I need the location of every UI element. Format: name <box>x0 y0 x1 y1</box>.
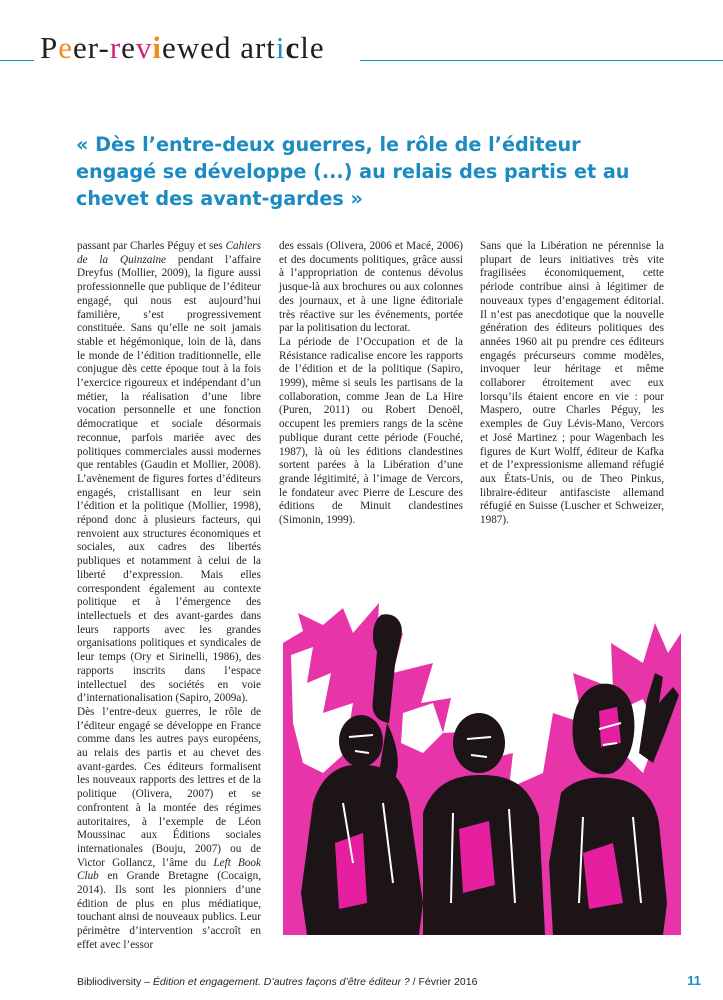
linocut-illustration <box>283 603 681 935</box>
heading-letter: e <box>162 30 177 65</box>
text-column-1 <box>77 240 261 953</box>
paragraph <box>77 706 261 953</box>
heading-letter: e <box>309 30 325 65</box>
page-number: 11 <box>687 973 701 988</box>
heading-letter: r <box>109 30 122 65</box>
text-column-3 <box>480 240 664 528</box>
heading-letter: er- <box>73 30 110 65</box>
heading-letter: i <box>275 30 286 65</box>
paragraph: La période de l’Occupation et de la Résistance radicalise encore les rapports de l’édition et de la politique (Sapiro, 1999), même si seuls les partisans de la collaboration, comme Jean de La Hire (Puren, 2011) ou Robert Denoël, occupent les premiers rangs de la scène publique durant cette période (Fouché, 1987), là où les éditions clandestines sortent parées à la Libération d’une grande légitimité, à l’image de Vercors, le fondateur avec Pierre de Lescure des éditions de Minuit clandestines (Simonin, 1999). <box>279 335 463 527</box>
heading-letter: e <box>58 30 74 65</box>
paragraph <box>77 240 261 706</box>
heading-letter: P <box>40 30 59 65</box>
emphasis-text: Cahiers de la Quinzaine <box>77 240 261 266</box>
text-run: Dès l’entre-deux guerres, le rôle de l’éditeur engagé se développe en France comme dans les autres pays européens, au relais des partis et au chevet des avant-gardes. Ces éditeurs formalisent les nouveaux rapports des lettres et de la politique (Olivera, 2007) et se confrontent à la montée des régimes autoritaires, à l’exemple de Léon Moussinac aux Éditions sociales internationales (Bouju, 2007) ou de Victor Gollancz, l’âme du <box>77 705 261 869</box>
journal-name: Bibliodiversity <box>77 976 142 988</box>
issue-title: Édition et engagement. D’autres façons d’être éditeur ? <box>152 976 410 988</box>
pull-quote: « Dès l’entre-deux guerres, le rôle de l’éditeur engagé se développe (...) au relais des partis et au chevet des avant-gardes » <box>76 133 630 210</box>
text-run: pendant l’affaire Dreyfus (Mollier, 2009), la figure aussi professionnelle que publique de l’éditeur engagé, qui nous est aujourd’hui familière, s’est progressivement constituée. Sans qu’elle ne soit jamais stable et hégémonique, loin de là, dans le monde de l’édition traditionnelle, elle conjugue dès cette époque tout à la fois l’exercice rigoureux et indépendant d’un métier, la réalisation d’une libre vocation personnelle et une fonction démocratique et sociale désormais reconnue, parfois mariée avec des politiques commerciales aussi modernes que rentables (Gaudin et Mollier, 2008). L’avènement de figures fortes d’éditeurs engagés, cristallisant en leur sein l’édition et la politique (Mollier, 1998), répond donc à plusieurs facteurs, qui renvoient aux structures économiques et sociales, aux cadres des libertés publiques et notamment à celui de la liberté d’expression. Mais elles correspondent également au contexte politique et à l’émergence des intellectuels et des avant-gardes dans leurs rapports avec les grandes organisations politiques et syndicales de leur temps (Ory et Sirinelli, 1986), des rapports inscrits dans l’espace intellectuel des sociétés en voie d’internationalisation (Sapiro, 2009a). <box>77 253 261 705</box>
heading-letter: e <box>121 30 136 65</box>
header-rule-right <box>360 60 723 61</box>
page-footer <box>77 976 683 988</box>
emphasis-text: Left Book Club <box>77 856 261 883</box>
paragraph: Sans que la Libération ne pérennise la plupart de leurs initiatives très vite fragilisées économiquement, cette période contribue ainsi à légitimer de nouveaux types d’engagement éditorial. Il n’est pas anecdotique que la nouvelle génération des éditeurs politiques des années 1960 ait pu prendre ces éditeurs engagés précurseurs comme modèles, invoquer leur héritage et même collaborer étroitement avec eux lorsqu’ils étaient encore en vie : pour Maspero, outre Charles Péguy, les exemples de Guy Lévis-Mano, Vercors et José Martinez ; pour Wagenbach les figures de Kurt Wolff, éditeur de Kafka et de l’expressionisme allemand réfugié aux États-Unis, ou de Theo Pinkus, libraire-éditeur antifasciste allemand réfugié en Suisse (Luscher et Schweizer, 1987). <box>480 240 664 527</box>
footer-separator: – <box>141 976 153 988</box>
text-column-2 <box>279 240 463 528</box>
heading-letter: v <box>135 30 153 65</box>
heading-letter: l <box>300 30 310 65</box>
text-run: passant par Charles Péguy et ses <box>77 240 226 252</box>
heading-letter: wed art <box>176 30 276 65</box>
paragraph: des essais (Olivera, 2006 et Macé, 2006) et des documents politiques, grâce aussi à l’appropriation de contenus dévolus jusque-là aux brochures ou aux colonnes des journaux, et à une ligne éditoriale très réactive sur les événements, portée par la politisation du lectorat. <box>279 240 463 335</box>
section-heading <box>40 30 325 66</box>
text-run: en Grande Bretagne (Cocaign, 2014). Ils sont les pionniers d’une édition de plus en plus médiatique, touchant ainsi de nouveaux publics. Leur périmètre d’intervention s’accroît en effet avec l’essor <box>77 870 261 951</box>
heading-letter: c <box>285 30 301 65</box>
header-rule-left <box>0 60 34 61</box>
heading-letter: i <box>152 30 163 65</box>
issue-date: / Février 2016 <box>409 976 478 988</box>
